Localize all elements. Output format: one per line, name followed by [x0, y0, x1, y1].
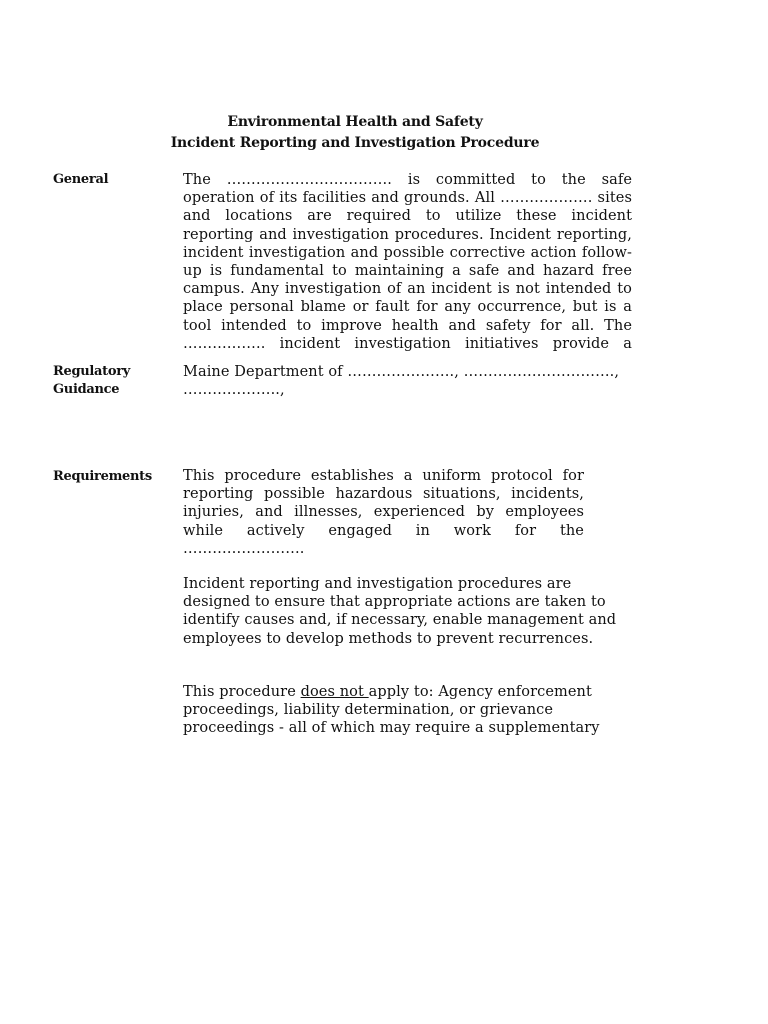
general-paragraph: The ……………………………. is committed to the safe operation of its facilities and grounds. All ………………. sites and locations are required to utilize these incident reporting and investigation procedures. Incident reporting, incident investigation and possible corrective action follow-up is fundamental to maintaining a safe and hazard free campus. Any investigation of an incident is not intended to place personal blame or fault for any occurrence, but is a tool intended to improve health and safety for all. The …………….. incident investigation initiatives provide a	[183, 172, 632, 352]
requirements-paragraph-3	[183, 683, 623, 735]
requirements-text-2: Incident reporting and investigation procedures are designed to ensure that appropriate actions are taken to identify causes and, if necessary, enable management and employees to develop methods to prevent recurrences.	[183, 576, 617, 647]
requirements-paragraph-2	[183, 575, 623, 648]
section-label-general: General	[53, 172, 109, 187]
section-text-regulatory-guidance	[183, 363, 632, 399]
document-title-line-1: Environmental Health and Safety	[227, 114, 483, 130]
requirements-text-3-rest: apply to: Agency enforcement proceedings, liability determination, or grievance proceedings - all of which may require a supplementary	[183, 684, 600, 735]
section-label-requirements: Requirements	[53, 469, 152, 484]
regulatory-paragraph: Maine Department of …………………., …………………………., ………………..,	[183, 364, 620, 399]
requirements-text-3-prefix: This procedure	[183, 684, 301, 700]
requirements-text-3	[183, 683, 623, 735]
section-label-regulatory-guidance: Regulatory Guidance	[53, 364, 131, 397]
document-title-line-2: Incident Reporting and Investigation Procedure	[170, 135, 540, 151]
requirements-text-1: This procedure establishes a uniform protocol for reporting possible hazardous situations, incidents, injuries, and illnesses, experienced by employees while actively engaged in work for the …………………….	[183, 468, 584, 557]
requirements-paragraph-1	[183, 467, 584, 558]
section-text-general	[183, 171, 632, 352]
does-not-emphasis: does not	[300, 684, 369, 700]
